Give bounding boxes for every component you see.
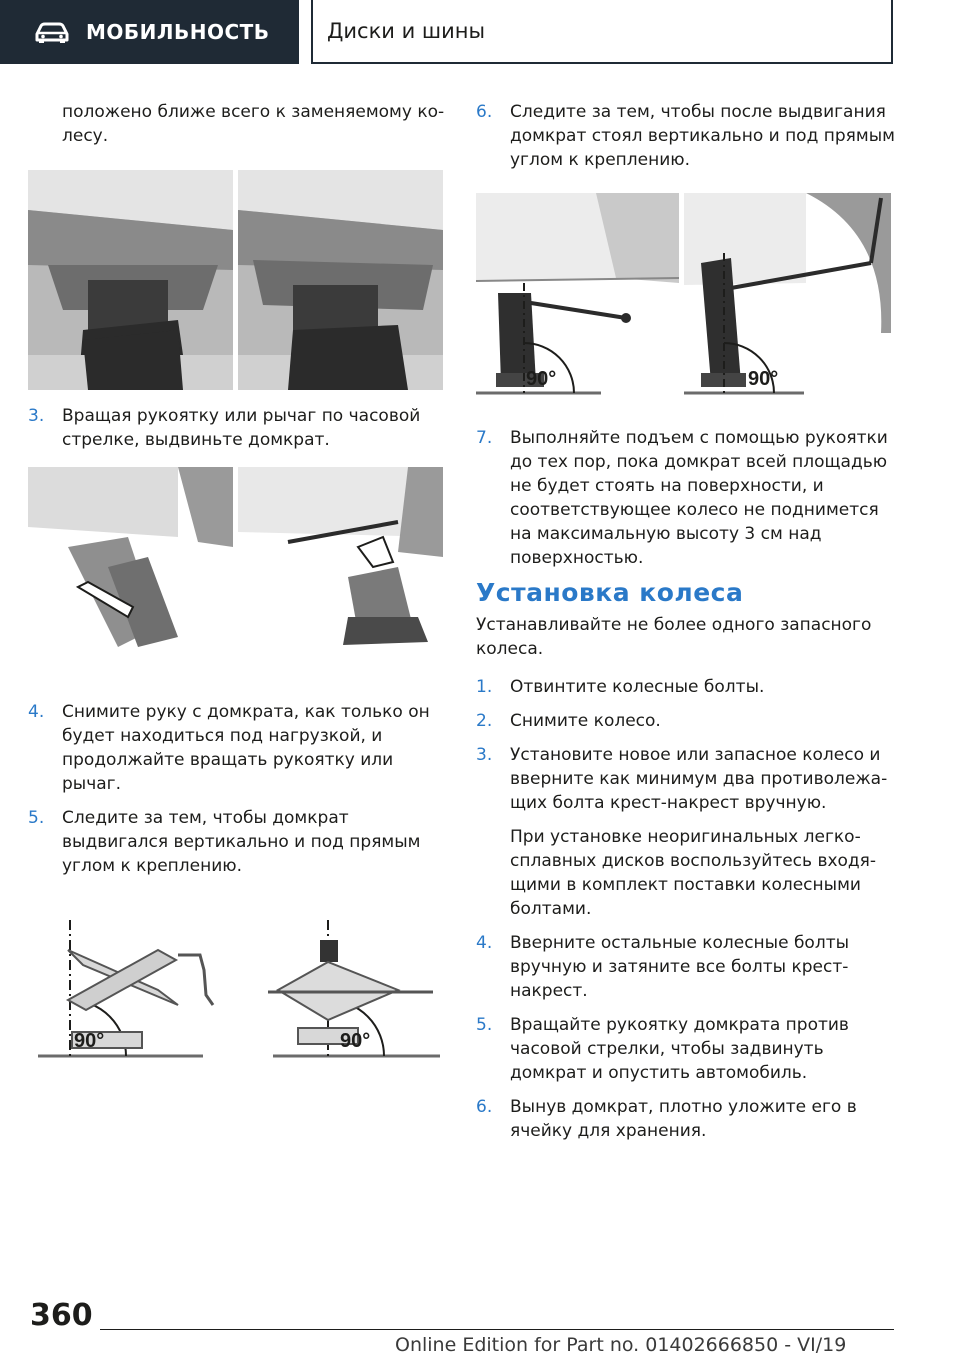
jack-vertical-illustration: [476, 193, 891, 398]
chapter-tab[interactable]: [311, 0, 893, 64]
edition-text: Online Edition for Part no. 01402666850 - VI/19: [395, 1334, 847, 1356]
left-column: [28, 100, 448, 148]
step-3-left: 3. Вращая рукоятку или рычаг по часовой стрелке, выдвиньте домкрат.: [28, 406, 421, 450]
car-icon: [34, 20, 70, 44]
footer-divider: [100, 1329, 894, 1330]
angle-label: 90°: [748, 368, 779, 390]
right-column: [476, 100, 896, 172]
extend-jack-illustration: [28, 467, 443, 657]
step-7-right: 7. Выполняйте подъем с помощью рукоятки до тех пор, пока домкрат всей площадью не будет стоять на поверхности, и соответствующее колесо не поднимется на максимальную высоту 3 см над поверхностью.: [476, 428, 888, 568]
install-step: 6. Вынув домкрат, плотно уложите его в ячейку для хранения.: [476, 1097, 857, 1141]
angle-label: 90°: [74, 1030, 105, 1052]
jack-angle-diagram: [28, 910, 443, 1065]
section-tab[interactable]: [0, 0, 299, 64]
angle-label: 90°: [340, 1030, 371, 1052]
install-step: 4. Вверните остальные колесные болты вручную и затяните все болты крест-накрест.: [476, 933, 850, 1001]
chapter-title: Диски и шины: [327, 19, 486, 43]
angle-label: 90°: [526, 368, 557, 390]
section-heading: Установка колеса: [476, 578, 744, 607]
section-title: МОБИЛЬНОСТЬ: [86, 20, 270, 44]
install-step: 1. Отвинтите колесные болты.: [476, 677, 765, 697]
step-5-left: 5. Следите за тем, чтобы домкрат выдвигался вертикально и под прямым углом к креплению.: [28, 808, 421, 876]
right-steps-b: [476, 426, 896, 570]
install-section: [476, 578, 896, 1143]
step-6-right: 6. Следите за тем, чтобы после выдвигания домкрат стоял вертикально и под прямым углом к креплению.: [476, 102, 895, 170]
left-steps-1: [28, 404, 448, 452]
left-steps-2: [28, 700, 448, 878]
jack-placement-illustration: [28, 170, 443, 390]
intro-text: положено ближе всего к заменяемому колесу.: [62, 102, 445, 146]
step-4-left: 4. Снимите руку с домкрата, как только он будет находиться под нагрузкой, и продолжайте вращать рукоятку или рычаг.: [28, 702, 430, 794]
section-intro: Устанавливайте не более одного запасного колеса.: [476, 615, 872, 659]
page-number: 360: [30, 1298, 93, 1333]
install-step: 3. Установите новое или запасное колесо и вверните как минимум два противолежащих болта крест-накрест вручную.: [476, 745, 888, 813]
install-step: 2. Снимите колесо.: [476, 711, 661, 731]
install-steps-list: [476, 675, 896, 1143]
install-step: 5. Вращайте рукоятку домкрата против часовой стрелки, чтобы задвинуть домкрат и опустить автомобиль.: [476, 1015, 849, 1083]
page-header: [0, 0, 960, 68]
install-note: При установке неоригинальных легкосплавных дисков воспользуйтесь входящими в комплект поставки колесными болтами.: [510, 827, 877, 919]
